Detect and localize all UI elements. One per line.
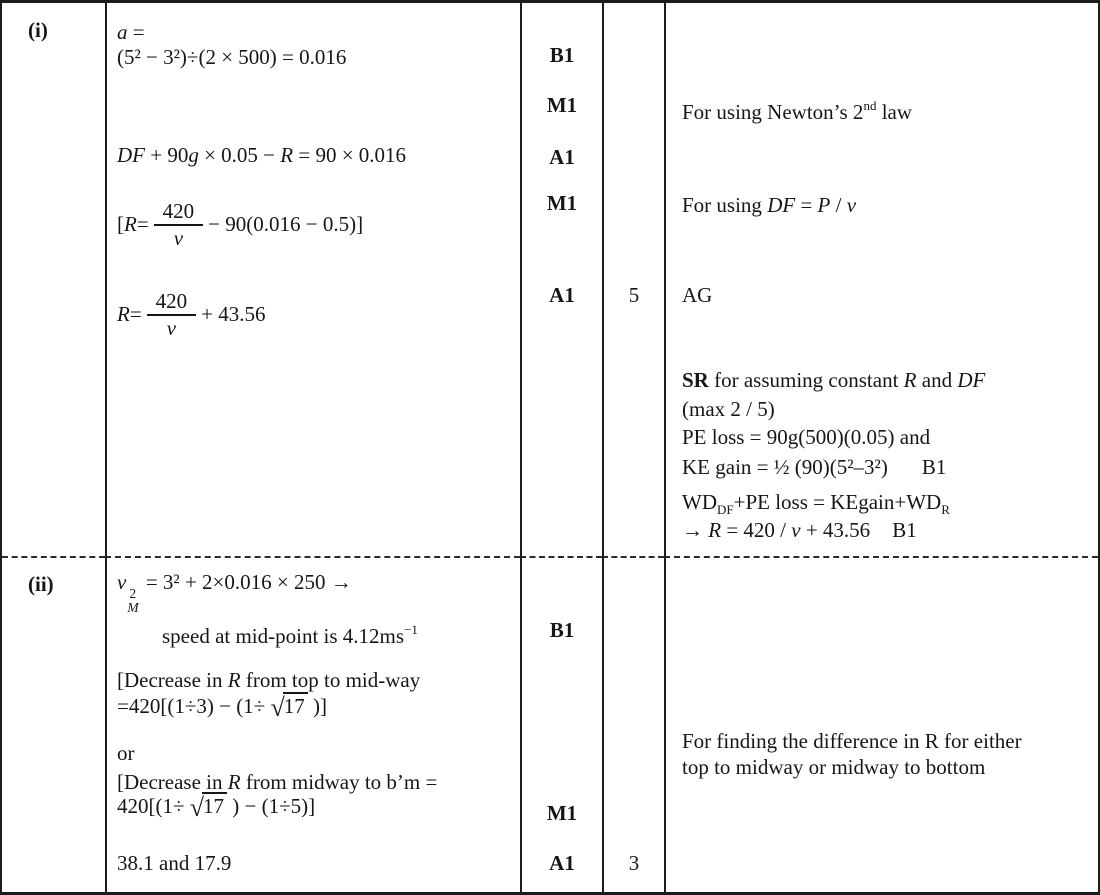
comment-sr-1: SR for assuming constant R and DF [682,368,986,392]
mark-a1: A1 [549,283,575,307]
work-line-answers: 38.1 and 17.9 [117,851,232,875]
comment-difference-line2: top to midway or midway to bottom [682,755,986,779]
work-line-or: or [117,741,135,765]
mark-b1: B1 [549,43,575,67]
cell-working-ii [105,556,520,892]
sub-sup-stack: 2 M [127,586,139,616]
comment-sr-2: (max 2 / 5) [682,397,775,421]
inline-mark-b1: B1 [892,518,917,542]
square-root-17: √17 [190,794,227,818]
work-line-420-top: =420[(1÷3) − (1÷ √17 )] [117,693,327,722]
cell-working-i [105,3,520,556]
comment-df-power: For using DF = P / v [682,193,857,217]
total-marks-ii: 3 [628,851,640,875]
work-line-decrease-bottom: [Decrease in R from midway to b’m = [117,770,438,794]
work-line-r-bracket: [ R = $\frac{420}{v}$ − 90(0.016 − 0.5)] [117,198,364,250]
mark-a1: A1 [549,145,575,169]
cell-total-ii [602,556,664,892]
comment-sr-3: PE loss = 90g(500)(0.05) and [682,425,931,449]
work-line-vm: v 2 M = 3² + 2×0.016 × 250 → [117,570,352,616]
comment-sr-5: $WD_{DF}+PE$ loss = $KEgain+WD_R$ [682,490,950,517]
cell-total-i [602,3,664,556]
work-line-r-result: R = $\frac{420}{v}$ + 43.56 [117,288,266,340]
mark-m1: M1 [546,801,578,825]
cell-marks-ii [520,556,602,892]
cell-marks-i [520,3,602,556]
comment-sr-6: → R = 420 / v + 43.56 B1 [682,518,917,542]
comment-sr-4: KE gain = ½ (90)(5²–3²) B1 [682,455,947,479]
work-line-decrease-top: [Decrease in R from top to mid-way [117,668,421,692]
inline-mark-b1: B1 [921,455,947,479]
mark-m1: M1 [546,93,578,117]
comment-difference [682,728,1022,780]
work-line-speed: speed at mid-point is $4.12ms^{-1}$ [162,622,418,648]
part-label-ii: (ii) [28,572,54,596]
total-marks-i: 5 [628,283,640,307]
work-line-newton: DF + 90g × 0.05 − R = 90 × 0.016 [117,143,407,167]
cell-comments-ii [664,556,1098,892]
work-line-420-bottom: 420[(1÷ √17 ) − (1÷5)] [117,793,316,822]
radical-icon: √ [189,793,205,822]
fraction-420-over-v: $\frac{420}{v}$ [154,199,204,250]
fraction-420-over-v: $\frac{420}{v}$ [147,289,197,340]
comment-newton: For using Newton’s 2nd law [682,98,913,124]
cell-part-i [2,3,105,556]
comment-difference-line1: For finding the difference in R for either [682,729,1022,753]
cell-part-ii [2,556,105,892]
mark-a1: A1 [549,851,575,875]
comment-ag: AG [682,283,713,307]
part-label-i: (i) [28,18,48,42]
square-root-17: √17 [270,694,307,718]
mark-b1: B1 [549,618,575,642]
work-line-a: a = [117,20,145,44]
work-line-acceleration: (5² − 3²)÷(2 × 500) = 0.016 [117,45,347,69]
radical-icon: √ [270,693,285,722]
cell-comments-i [664,3,1098,556]
mark-m1: M1 [546,191,578,215]
